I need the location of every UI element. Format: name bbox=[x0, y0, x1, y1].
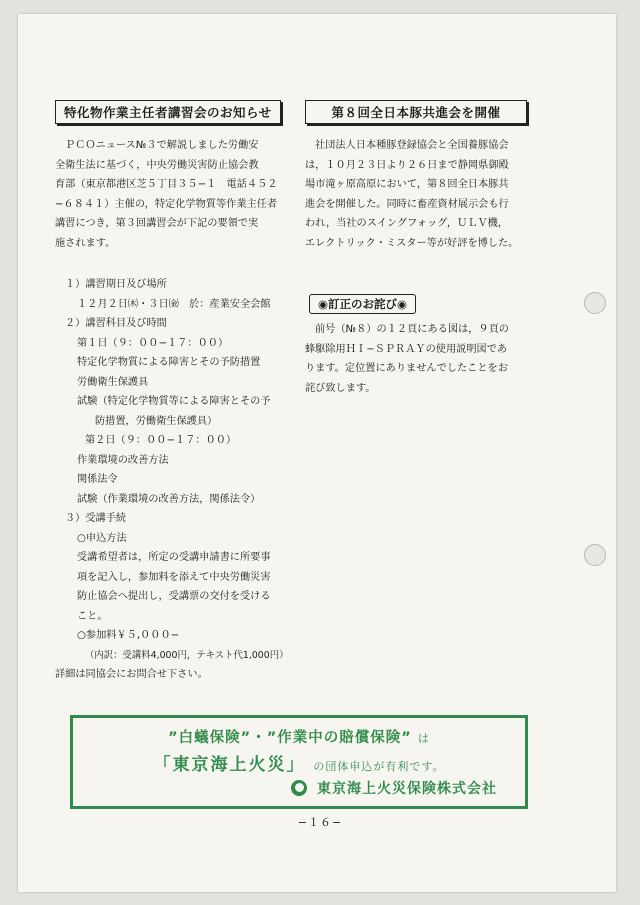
intro-line: 全衛生法に基づく，中央労働災害防止協会教 bbox=[55, 159, 259, 171]
right-body-line: エレクトリック・ミスター等が好評を博した。 bbox=[305, 237, 519, 249]
right-article bbox=[305, 100, 527, 398]
fee-label: ○参加料￥５,０００− bbox=[77, 630, 180, 641]
intro-line: ＰＣＯニュース№３で解説しました労働安 bbox=[65, 140, 259, 151]
ad-headline-main: ”白蟻保険”・”作業中の賠償保険” bbox=[168, 730, 412, 746]
page-number: −１６− bbox=[297, 816, 343, 829]
section-subjects-label: ２）講習科目及び時間 bbox=[65, 318, 167, 329]
correction-title: ◉訂正のお詫び◉ bbox=[309, 294, 416, 314]
right-body-line: 社団法人日本種豚登録協会と全国養豚協会 bbox=[315, 140, 509, 151]
day1-topic: 労働衛生保護具 bbox=[77, 376, 149, 388]
apply-text-line: 受講希望者は，所定の受講申請書に所要事 bbox=[77, 552, 271, 563]
ad-headline-suffix: は bbox=[417, 732, 430, 745]
right-body-line: は，１０月２３日より２６日まで静岡県御殿 bbox=[305, 159, 509, 171]
company-logo-icon bbox=[291, 780, 307, 796]
ad-company-name: 東京海上火災保険株式会社 bbox=[317, 781, 497, 797]
right-body-line: 進会を開催した。同時に畜産資材展示会も行 bbox=[305, 198, 509, 210]
ad-company bbox=[291, 778, 497, 798]
section-procedure-label: ３）受講手続 bbox=[65, 513, 127, 524]
day2-exam: 試験（作業環境の改善方法，関係法令） bbox=[77, 493, 261, 505]
insurance-advertisement bbox=[70, 715, 528, 809]
ad-subline-suffix: の団体申込が有利です。 bbox=[313, 760, 445, 773]
day2-topic: 作業環境の改善方法 bbox=[77, 454, 169, 466]
day1-time: 第１日（９：００−１７：００） bbox=[77, 337, 229, 349]
left-article-intro bbox=[55, 136, 295, 253]
apply-method-label: ○申込方法 bbox=[77, 532, 127, 544]
right-body-line: われ，当社のスイングフォッグ，ＵＬＶ機， bbox=[305, 218, 509, 229]
section-date-place-detail: １２月２日㈭・３日㈮ 於：産業安全会館 bbox=[77, 298, 271, 310]
correction-line: 前号（№８）の１２頁にある図は，９頁の bbox=[315, 324, 509, 335]
apply-text-line: こと。 bbox=[77, 610, 108, 622]
intro-line: 施されます。 bbox=[55, 237, 116, 249]
punch-hole-upper bbox=[584, 292, 606, 314]
correction-line: 詫び致します。 bbox=[305, 382, 376, 394]
section-date-place-label: １）講習期日及び場所 bbox=[65, 279, 167, 290]
intro-line: 育部（東京都港区芝５丁目３５−１ 電話４５２ bbox=[55, 179, 278, 190]
right-article-title: 第８回全日本豚共進会を開催 bbox=[305, 100, 527, 124]
ad-subline bbox=[73, 750, 525, 775]
day1-exam: 試験（特定化学物質等による障害とその予 bbox=[77, 396, 271, 407]
correction-line: 蜂駆除用ＨＩ−ＳＰＲＡＹの使用説明図であ bbox=[305, 343, 508, 355]
intro-line: 講習につき，第３回講習会が下記の要領で実 bbox=[55, 218, 259, 229]
day1-exam-cont: 防措置，労働衛生保護具） bbox=[95, 415, 218, 427]
intro-line: −６８４１）主催の，特定化学物質等作業主任者 bbox=[55, 198, 278, 210]
day1-topic: 特定化学物質による障害とその予防措置 bbox=[77, 357, 261, 368]
ad-headline bbox=[73, 726, 525, 747]
punch-hole-lower bbox=[584, 544, 606, 566]
day2-time: 第２日（９：００−１７：００） bbox=[85, 435, 237, 446]
left-article bbox=[55, 100, 295, 685]
fee-detail: （内訳：受講料4,000円，テキスト代1,000円） bbox=[85, 649, 289, 661]
day2-topic: 関係法令 bbox=[77, 474, 118, 485]
left-article-title: 特化物作業主任者講習会のお知らせ bbox=[55, 100, 281, 124]
inquiry-note: 詳細は同協会にお問合せ下さい。 bbox=[55, 669, 208, 680]
correction-line: ります。定位置にありませんでしたことをお bbox=[305, 363, 508, 374]
right-body-line: 場市滝ヶ原高原において，第８回全日本豚共 bbox=[305, 179, 509, 190]
apply-text-line: 項を記入し，参加料を添えて中央労働災害 bbox=[77, 571, 271, 583]
ad-brand: 「東京海上火災」 bbox=[153, 755, 306, 775]
apply-text-line: 防止協会へ提出し，受講票の交付を受ける bbox=[77, 591, 271, 602]
